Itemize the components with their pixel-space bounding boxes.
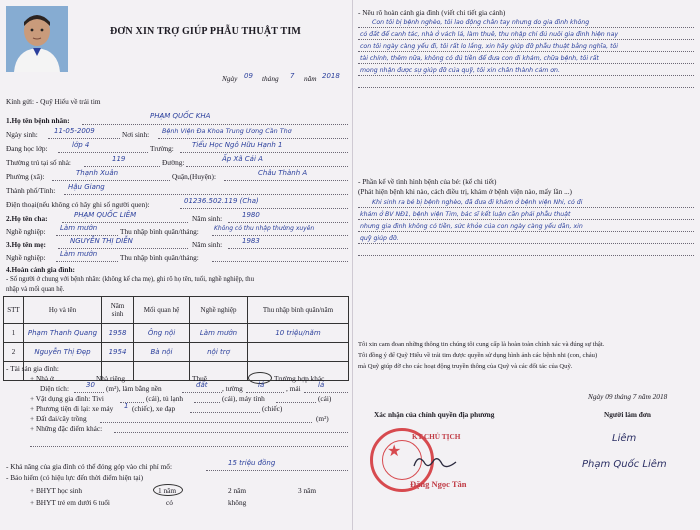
table-header-row bbox=[4, 297, 349, 324]
applicant-signature: Liêm bbox=[612, 433, 637, 444]
reason-heading: - Nêu rõ hoàn cảnh gia đình (viết chi tiết gia cảnh) bbox=[358, 8, 506, 17]
mother-year: 1983 bbox=[242, 237, 260, 245]
cell-name: Nguyễn Thị Đẹp bbox=[24, 343, 102, 362]
father-income: Không có thu nhập thường xuyên bbox=[214, 225, 315, 232]
father-name: PHẠM QUỐC LIÊM bbox=[74, 211, 137, 219]
roof-value: lá bbox=[318, 381, 325, 389]
date-day: 09 bbox=[244, 72, 253, 80]
birthplace-label: Nơi sinh: bbox=[122, 130, 150, 139]
cell-year: 1958 bbox=[102, 324, 134, 343]
reason-line-5: mong nhận được sự giúp đỡ của quỹ, tôi xin chân thành cảm ơn. bbox=[360, 67, 560, 74]
date-year-label: năm bbox=[304, 74, 317, 83]
illness-sub: (Phát hiện bệnh khi nào, cách điều trị, khám ở bệnh viện nào, mấy lần ...) bbox=[358, 187, 572, 196]
official-title: KT.CHỦ TỊCH bbox=[412, 432, 461, 441]
phone-label: Điện thoại(nếu không có hãy ghi số người quen): bbox=[6, 200, 150, 209]
cell-income bbox=[248, 343, 349, 362]
child-portrait-icon bbox=[6, 6, 68, 72]
transport-bike: (chiếc), xe đạp bbox=[132, 404, 176, 413]
official-signature bbox=[410, 452, 460, 474]
date-year: 2018 bbox=[322, 72, 340, 80]
transport-end: (chiếc) bbox=[262, 404, 283, 413]
illness-line-4: quỹ giúp đỡ. bbox=[360, 235, 399, 242]
insurance-heading: - Bảo hiểm (có hiệu lực đến thời điểm hiện tại) bbox=[6, 473, 144, 482]
walls-value: lá bbox=[258, 381, 265, 389]
district-value: Châu Thành A bbox=[258, 169, 308, 177]
option-3-year: 3 năm bbox=[298, 486, 317, 495]
mother-income-label: Thu nhập bình quân/tháng: bbox=[120, 253, 199, 262]
option-yes: có bbox=[166, 498, 173, 507]
table-row bbox=[4, 343, 349, 362]
roof-label: , mái bbox=[286, 384, 301, 393]
mother-job-label: Nghề nghiệp: bbox=[6, 253, 46, 262]
father-year: 1980 bbox=[242, 211, 260, 219]
mother-job: Làm mướn bbox=[60, 250, 98, 258]
tools-end: (cái) bbox=[318, 394, 332, 403]
father-job-label: Nghề nghiệp: bbox=[6, 227, 46, 236]
contribute-value: 15 triệu đồng bbox=[228, 459, 276, 467]
bhyt-child: + BHYT trẻ em dưới 6 tuổi bbox=[30, 498, 110, 507]
illness-line-2: khám ở BV NĐ1, bệnh viện Tim, bác sĩ kết luận cần phải phẫu thuật bbox=[360, 211, 571, 218]
transport-label: + Phương tiện đi lại: xe máy bbox=[30, 404, 114, 413]
cell-year: 1954 bbox=[102, 343, 134, 362]
applicant-full-name: Phạm Quốc Liêm bbox=[582, 459, 667, 470]
area-label: Diện tích: bbox=[40, 384, 69, 393]
dob-value: 11-05-2009 bbox=[54, 127, 95, 135]
bhyt-school: + BHYT học sinh bbox=[30, 486, 83, 495]
cell-job: nội trợ bbox=[190, 343, 248, 362]
ward-label: Phường (xã): bbox=[6, 172, 45, 181]
land-unit: (m²) bbox=[316, 414, 329, 423]
land-label: + Đất đai/cây trồng bbox=[30, 414, 87, 423]
col-stt: STT bbox=[4, 297, 24, 324]
mother-year-label: Năm sinh: bbox=[192, 240, 223, 249]
tools-label: + Vật dụng gia đình: Tivi bbox=[30, 394, 104, 403]
patient-photo bbox=[6, 6, 68, 72]
illness-heading: - Phần kể về tình hình bệnh của bé: (kể chi tiết) bbox=[358, 177, 497, 186]
pledge-line-2: Tôi đồng ý để Quỹ Hiếu về trái tim được quyền sử dụng hình ảnh các bệnh nhi (con, cháu) bbox=[358, 352, 598, 359]
father-income-label: Thu nhập bình quân/tháng: bbox=[120, 227, 199, 236]
dob-label: Ngày sinh: bbox=[6, 130, 38, 139]
school-label: Trường: bbox=[150, 144, 174, 153]
city-label: Thành phố/Tỉnh: bbox=[6, 186, 56, 195]
cell-stt: 2 bbox=[4, 343, 24, 362]
table-row bbox=[4, 324, 349, 343]
birthplace-value: Bệnh Viện Đa Khoa Trung Ương Cần Thơ bbox=[162, 127, 292, 135]
cell-relation bbox=[134, 362, 190, 381]
city-value: Hậu Giang bbox=[68, 183, 105, 191]
house-label: + Nhà ở bbox=[30, 374, 54, 383]
date-prefix: Ngày bbox=[222, 74, 238, 83]
residence-label: Thường trú tại số nhà: bbox=[6, 158, 71, 167]
option-no: không bbox=[228, 498, 247, 507]
walls-label: , tường bbox=[222, 384, 243, 393]
col-income: Thu nhập bình quân/năm bbox=[248, 297, 349, 324]
family-intro-2: nhập và mối quan hệ. bbox=[6, 286, 65, 293]
star-icon: ★ bbox=[387, 441, 402, 460]
mother-name: NGUYỄN THỊ DIỄN bbox=[70, 237, 133, 245]
father-label: 2.Họ tên cha: bbox=[6, 214, 48, 223]
patient-name-label: 1.Họ tên bệnh nhân: bbox=[6, 116, 70, 125]
option-2-year: 2 năm bbox=[228, 486, 247, 495]
house-other: Trường hợp khác bbox=[274, 374, 325, 383]
mother-label: 3.Họ tên mẹ: bbox=[6, 240, 46, 249]
reason-line-2: có đất để canh tác, nhà ở vách lá, làm thuê, thu nhập chỉ đủ nuôi gia đình hiện nay bbox=[360, 31, 619, 38]
illness-line-3: nhưng gia đình không có tiền, sức khỏe của con ngày càng yếu dần, xin bbox=[360, 223, 583, 230]
gov-confirm-label: Xác nhận của chính quyền địa phương bbox=[374, 410, 495, 419]
area-unit: (m²), làm bằng nền bbox=[106, 384, 162, 393]
tools-fridge: (cái), tủ lạnh bbox=[146, 394, 184, 403]
floor-value: đất bbox=[196, 381, 208, 389]
col-year: Năm sinh bbox=[102, 297, 134, 324]
father-year-label: Năm sinh: bbox=[192, 214, 223, 223]
reason-line-4: tài chính, thêm nữa, không có đủ tiền để đưa con đi khám, chữa bệnh, tôi rất bbox=[360, 55, 599, 62]
grade-value: lớp 4 bbox=[72, 141, 90, 149]
col-job: Nghề nghiệp bbox=[190, 297, 248, 324]
reason-line-3: con tôi ngày càng yếu đi, tôi rất lo lắng, xin hãy giúp đỡ phẫu thuật bằng nghĩa, tôi bbox=[360, 43, 618, 50]
col-name: Họ và tên bbox=[24, 297, 102, 324]
cell-relation: Bà nội bbox=[134, 343, 190, 362]
recipient-line: Kính gửi: - Quỹ Hiếu về trái tim bbox=[6, 97, 101, 106]
option-1-year: 1 năm bbox=[158, 486, 177, 495]
cell-relation: Ông nội bbox=[134, 324, 190, 343]
reason-line-1: Con tôi bị bệnh nghèo, tôi lao động chân tay nhưng do gia đình không bbox=[372, 19, 590, 26]
street-value: Ấp Xã Cái A bbox=[222, 155, 263, 163]
area-value: 30 bbox=[86, 381, 95, 389]
date-month-label: tháng bbox=[262, 74, 279, 83]
tools-computer: (cái), máy tính bbox=[222, 394, 265, 403]
column-divider bbox=[352, 0, 353, 530]
cell-job: Làm mướn bbox=[190, 324, 248, 343]
patient-name: PHẠM QUỐC KHA bbox=[150, 112, 211, 120]
illness-line-1: Khi sinh ra bé bị bệnh nghèo, đã đưa đi khám ở bệnh viện Nhi, có đi bbox=[372, 199, 583, 206]
sign-date: Ngày 09 tháng 7 năm 2018 bbox=[588, 392, 668, 401]
family-intro: - Số người ở chung với bệnh nhân: (không kể cha mẹ), ghi rõ họ tên, tuổi, nghề nghiệp, thu bbox=[6, 276, 254, 283]
street-label: Đường: bbox=[162, 158, 185, 167]
house-rent: Thuê bbox=[192, 374, 207, 383]
cell-name: Phạm Thanh Quang bbox=[24, 324, 102, 343]
contribute-label: - Khả năng của gia đình có thể đóng góp vào chi phí mổ: bbox=[6, 462, 172, 471]
house-own: Nhà riêng bbox=[96, 374, 125, 383]
pledge-line-3: mà Quỹ giúp đỡ cho các hoạt động truyền thông của Quỹ và các đối tác của Quỹ. bbox=[358, 363, 573, 370]
transport-count: 1 bbox=[124, 402, 129, 410]
grade-label: Đang học lớp: bbox=[6, 144, 48, 153]
house-number: 119 bbox=[112, 155, 126, 163]
pledge-line-1: Tôi xin cam đoan những thông tin chúng tôi cung cấp là hoàn toàn chính xác và đúng sự thật. bbox=[358, 341, 605, 348]
date-month: 7 bbox=[290, 72, 295, 80]
school-value: Tiểu Học Ngô Hữu Hạnh 1 bbox=[192, 141, 283, 149]
family-section-label: 4.Hoàn cảnh gia đình: bbox=[6, 265, 75, 274]
col-relation: Mối quan hệ bbox=[134, 297, 190, 324]
district-label: Quận,(Huyện): bbox=[172, 172, 216, 181]
form-title: ĐƠN XIN TRỢ GIÚP PHẪU THUẬT TIM bbox=[110, 26, 302, 37]
assets-heading: - Tài sản gia đình: bbox=[6, 364, 59, 373]
father-job: Làm mướn bbox=[60, 224, 98, 232]
applicant-label: Người làm đơn bbox=[604, 410, 651, 419]
official-name: Đặng Ngọc Tân bbox=[410, 479, 467, 489]
cell-income: 10 triệu/năm bbox=[248, 324, 349, 343]
cell-stt: 1 bbox=[4, 324, 24, 343]
ward-value: Thạnh Xuân bbox=[76, 169, 119, 177]
phone-value: 01236.502.119 (Cha) bbox=[184, 197, 259, 205]
special-label: + Những đặc điểm khác: bbox=[30, 424, 103, 433]
